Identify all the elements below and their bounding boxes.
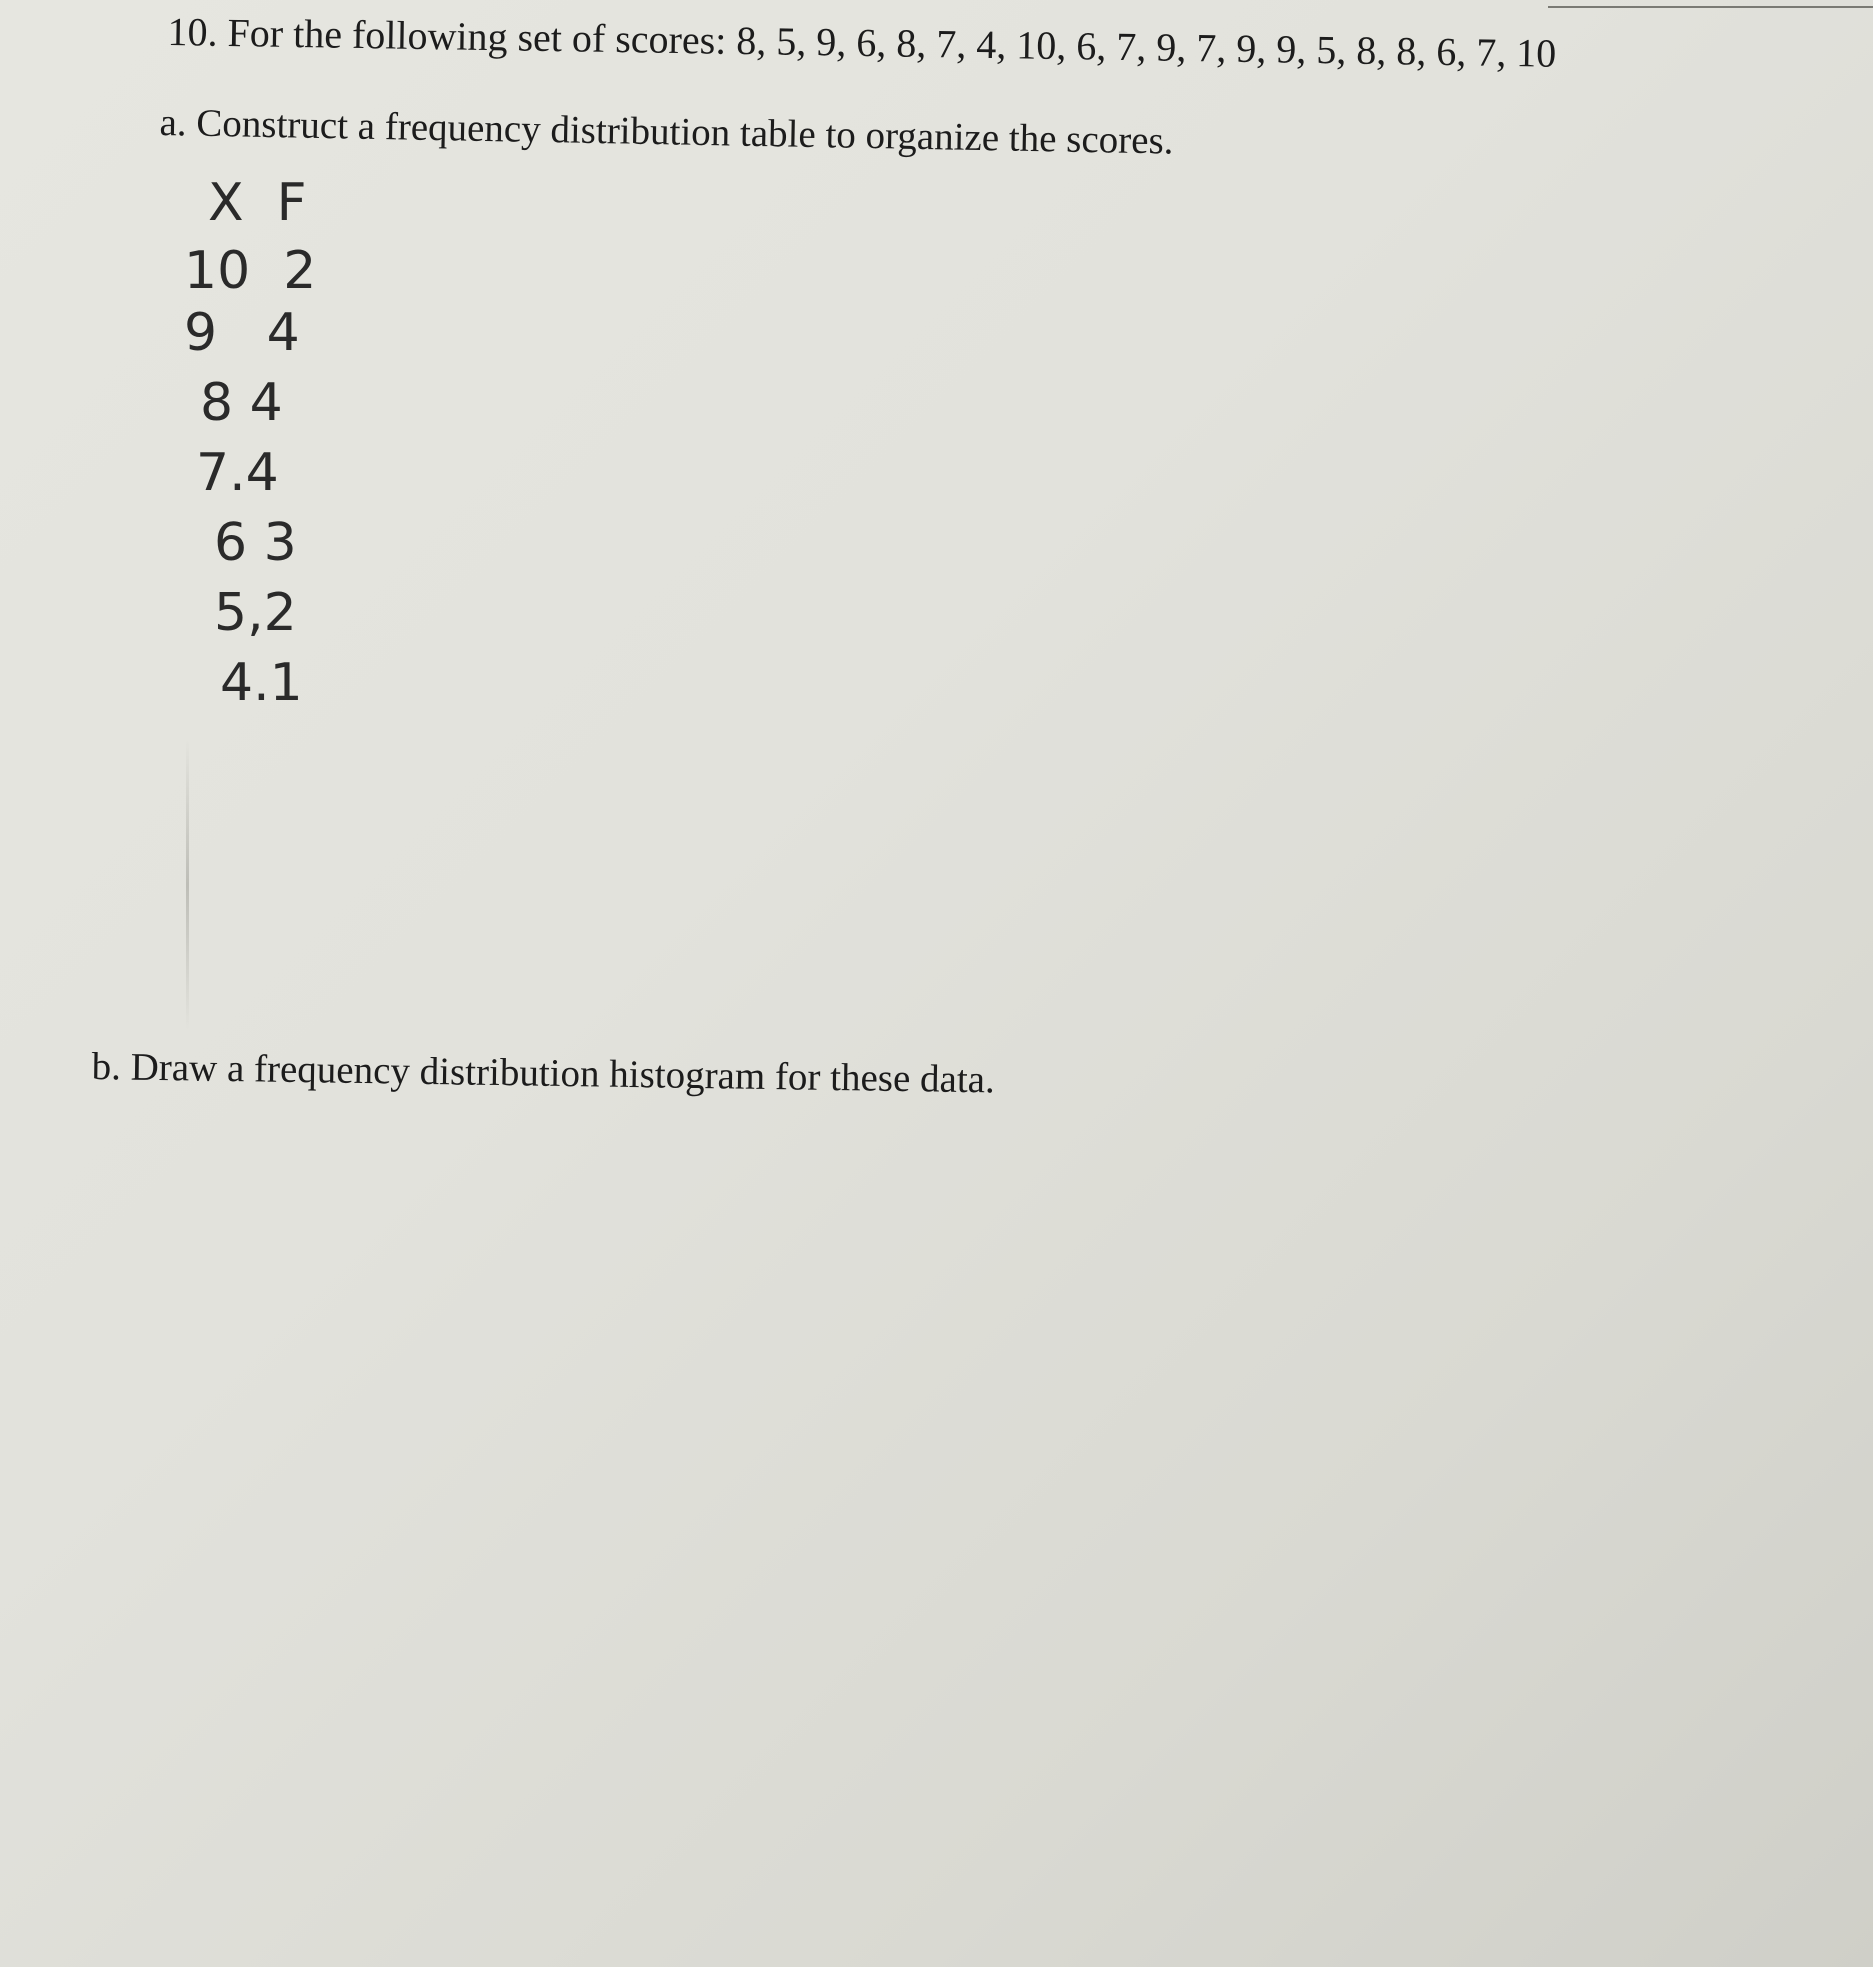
part-b-instruction: b. Draw a frequency distribution histogram for these data. <box>91 1044 996 1102</box>
handwritten-frequency-table <box>180 170 380 730</box>
question-title: 10. For the following set of scores: 8, 5, 9, 6, 8, 7, 4, 10, 6, 7, 9, 7, 9, 9, 5, 8, 8, 6, 7, 10 <box>167 8 1557 76</box>
handwritten-row: 5,2 <box>214 583 297 643</box>
handwritten-row: 8 4 <box>200 373 283 433</box>
handwritten-header: X F <box>208 173 307 233</box>
handwritten-row: 7.4 <box>196 443 279 503</box>
paper-fold-shadow <box>186 740 189 1030</box>
handwritten-row: 6 3 <box>214 513 297 573</box>
top-rule-line <box>1548 6 1873 8</box>
handwritten-row: 9 4 <box>184 303 300 363</box>
handwritten-row: 10 2 <box>184 241 317 301</box>
part-a-instruction: a. Construct a frequency distribution table to organize the scores. <box>159 100 1174 163</box>
handwritten-row: 4.1 <box>220 653 303 713</box>
